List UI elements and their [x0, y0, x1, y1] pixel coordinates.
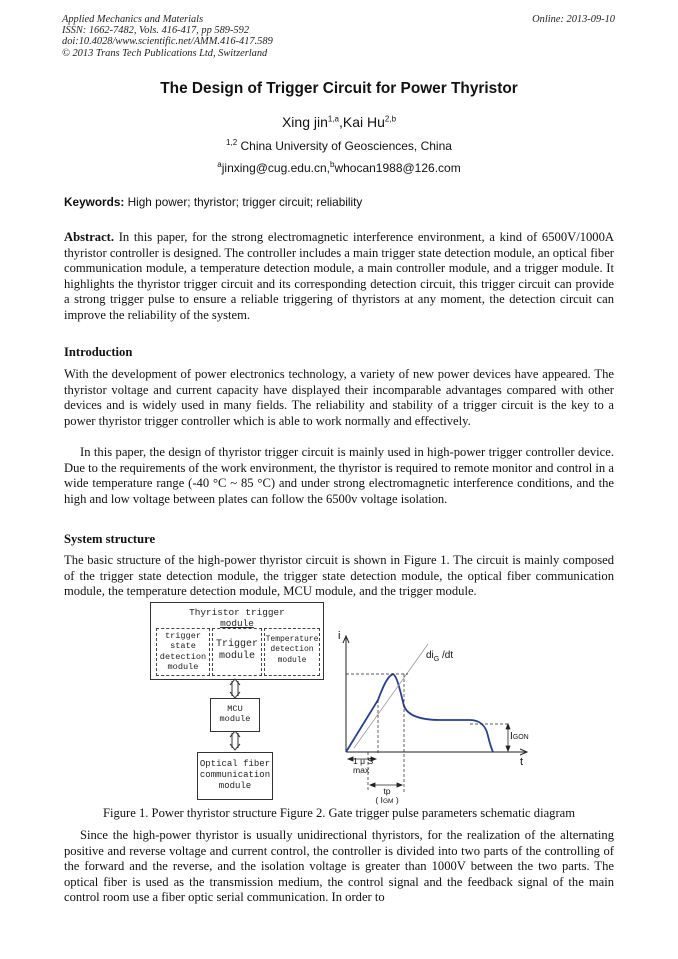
- abstract: [64, 230, 614, 323]
- optical-3: module: [218, 781, 252, 791]
- email-a[interactable]: jinxing@cug.edu.cn,: [221, 161, 330, 175]
- temp-3: module: [277, 655, 307, 665]
- affiliation: [0, 139, 678, 153]
- rise-max: max: [353, 765, 370, 775]
- optical-fiber-module-box: [197, 752, 273, 800]
- igm-sub: GM: [382, 798, 394, 805]
- figure-caption: Figure 1. Power thyristor structure Figure 2. Gate trigger pulse parameters schematic diagram: [102, 806, 576, 820]
- keywords-label: Keywords:: [64, 195, 125, 209]
- journal-name: Applied Mechanics and Materials: [62, 14, 204, 25]
- author-2: Kai Hu: [342, 114, 385, 130]
- rise-text: 1 μ S: [353, 756, 374, 766]
- paper-title: The Design of Trigger Circuit for Power Thyristor: [160, 80, 518, 97]
- introduction-heading: Introduction: [64, 345, 133, 359]
- x-axis-label: t: [520, 756, 524, 768]
- trig-state-2: state: [170, 641, 196, 652]
- slope-tail: /dt: [439, 650, 454, 661]
- author-1-sup: 1,a: [327, 114, 339, 124]
- issn-line: ISSN: 1662-7482, Vols. 416-417, pp 589-592: [62, 25, 250, 37]
- slope-label: [426, 650, 453, 663]
- tp-label: tp: [383, 786, 391, 796]
- system-para-1: The basic structure of the high-power thyristor circuit is shown in Figure 1. The circuit is mainly composed of the trigger state detection module, the trigger state detection module, the optical fiber communication module, the temperature detection module, MCU module, and the trigger module.: [64, 553, 614, 598]
- author-line: [0, 114, 678, 130]
- keywords-text: High power; thyristor; trigger circuit; reliability: [124, 195, 363, 209]
- y-axis-label: i: [338, 630, 341, 642]
- trigger-2: module: [218, 651, 255, 662]
- optical-2: communication: [199, 770, 271, 780]
- igon-sub: GON: [512, 734, 529, 741]
- body-paragraph: Since the high-power thyristor is usually unidirectional thyristors, for the realization of the alternating positive and reverse voltage and current control, the controller is divided into two parts of the controlling of the forward and the reverse, and the isolation voltage is greater than 1000V between the two parts. The optical fiber is used as the transmission medium, the control signal and the feedback signal of the main control room use a fiber optic serial communication. In order to: [64, 828, 614, 904]
- email-a-sup: a: [217, 160, 222, 169]
- igon-label: [510, 731, 529, 742]
- abstract-text: In this paper, for the strong electromagnetic interference environment, a kind of 6500V/1000A thyristor controller is designed. The controller includes a main trigger state detection module, an optical fiber communication module, a temperature detection module, a main controller module, and a trigger module. It highlights the thyristor trigger circuit and its corresponding detection circuit, this trigger circuit can provide a strong trigger pulse to ensure a reliable triggering of thyristors at any moment, the detection circuit can improve the reliability of the system.: [64, 230, 614, 322]
- igm-open: ( I: [375, 795, 383, 805]
- trig-state-1: trigger: [164, 631, 202, 641]
- keywords: [64, 195, 362, 209]
- mcu-2: module: [219, 714, 251, 725]
- email-b[interactable]: whocan1988@126.com: [334, 161, 461, 175]
- email-b-sup: b: [329, 160, 335, 169]
- doi-line: doi:10.4028/www.scientific.net/AMM.416-417.589: [62, 36, 273, 48]
- mcu-1: MCU: [227, 704, 243, 714]
- copyright-line: © 2013 Trans Tech Publications Ltd, Switzerland: [62, 47, 268, 59]
- journal-header: [62, 14, 273, 59]
- affiliation-sup: 1,2: [226, 138, 238, 147]
- abstract-label: Abstract.: [64, 230, 115, 244]
- igm-label: [362, 796, 412, 806]
- optical-1: Optical fiber: [199, 759, 271, 769]
- trigger-1: Trigger: [215, 639, 258, 650]
- introduction-para-1: With the development of power electronics technology, a variety of new power devices have appeared. The thyristor voltage and current capacity have displayed their incomparable advantages compared with other devices and is widely used in many fields. The reliability and stability of a trigger circuit is the key to a power thyristor trigger controller which is able to work normally and effectively.: [64, 367, 614, 428]
- outer-label-2: module: [220, 618, 254, 629]
- email-line: [0, 161, 678, 175]
- igon-i: I: [510, 731, 513, 742]
- author-1: Xing jin: [281, 114, 328, 130]
- author-sep: ,: [339, 114, 343, 130]
- affiliation-text: China University of Geosciences, China: [237, 139, 452, 153]
- slope-sub: G: [433, 656, 440, 663]
- figure-1-block-diagram: [150, 602, 325, 802]
- mcu-module-box: [210, 698, 260, 732]
- figure-2-pulse-diagram: [330, 632, 540, 807]
- slope-di: di: [426, 650, 434, 661]
- trig-state-3: detection: [159, 651, 207, 662]
- system-heading: System structure: [64, 532, 156, 546]
- rise-time-label: [353, 757, 373, 775]
- introduction-para-2: In this paper, the design of thyristor trigger circuit is mainly used in high-power trigger controller device. Due to the requirements of the work environment, the thyristor is required to remote monitor and control in a wide temperature range (-40 °C ~ 85 °C) and under strong electromagnetic interference conditions, and the high and low voltage between plates can follow the 6500v voltage isolation.: [64, 445, 614, 506]
- trig-state-4: module: [167, 662, 199, 673]
- author-2-sup: 2,b: [384, 114, 397, 124]
- igm-close: ): [393, 795, 399, 805]
- outer-label-1: Thyristor trigger: [189, 607, 285, 618]
- temp-1: Temperature: [265, 635, 319, 644]
- pulse-curve: [346, 674, 493, 752]
- temp-2: detection: [270, 645, 314, 655]
- slope-tangent: [354, 644, 428, 748]
- online-date: Online: 2013-09-10: [532, 14, 615, 25]
